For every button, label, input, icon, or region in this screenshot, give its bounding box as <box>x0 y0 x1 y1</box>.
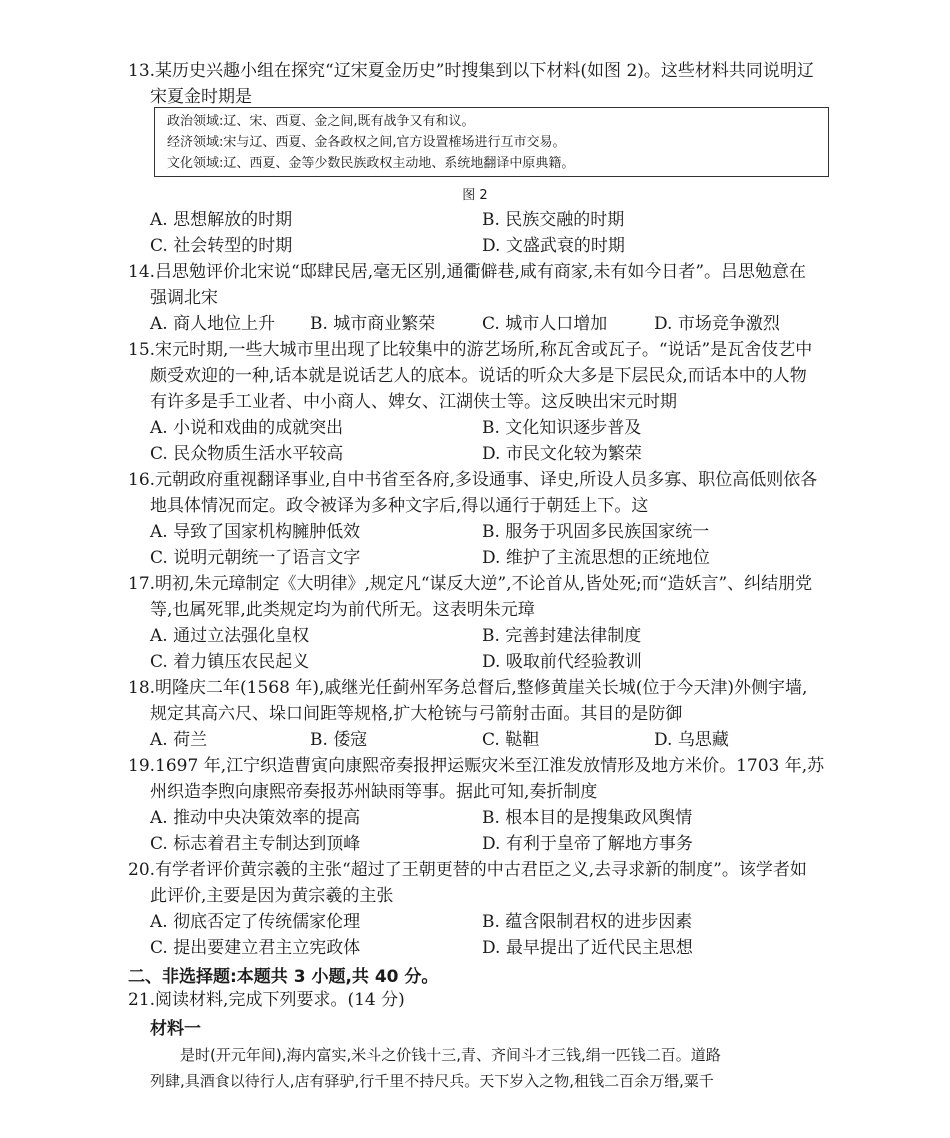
question-16-stem-line-1: 16.元朝政府重视翻译事业,自中书省至各府,多设通事、译史,所设人员多寡、职位高低则依各 <box>128 470 818 490</box>
question-15-stem-line-3: 有许多是手工业者、中小商人、婢女、江湖侠士等。这反映出宋元时期 <box>150 392 677 412</box>
question-17-stem <box>128 571 828 623</box>
material-text-line-1: 是时(开元年间),海内富实,米斗之价钱十三,青、齐间斗才三钱,绢一匹钱二百。道路 <box>150 1046 721 1064</box>
option-a: A. 思想解放的时期 <box>150 210 293 230</box>
question-19 <box>128 753 828 857</box>
option-a: A. 商人地位上升 <box>150 314 276 334</box>
option-b: B. 蕴含限制君权的进步因素 <box>482 912 693 932</box>
option-b: B. 服务于巩固多民族国家统一 <box>482 522 710 542</box>
option-a: A. 荷兰 <box>150 730 208 750</box>
option-d: D. 有利于皇帝了解地方事务 <box>482 834 693 854</box>
question-18-stem-line-1: 18.明隆庆二年(1568 年),戚继光任蓟州军务总督后,整修黄崖关长城(位于今天津)外侧宇墙, <box>128 678 808 698</box>
question-20-stem-line-1: 20.有学者评价黄宗羲的主张“超过了王朝更替的中古君臣之义,去寻求新的制度”。该学者如 <box>128 860 807 880</box>
question-15-stem-line-2: 颇受欢迎的一种,话本就是说话艺人的底本。说话的听众大多是下层民众,而话本中的人物 <box>150 366 807 386</box>
option-b: B. 文化知识逐步普及 <box>482 418 642 438</box>
option-a: A. 通过立法强化皇权 <box>150 626 310 646</box>
option-c: C. 着力镇压农民起义 <box>150 652 310 672</box>
question-13-stem-line-2: 宋夏金时期是 <box>150 87 252 107</box>
question-17-stem-line-2: 等,也属死罪,此类规定均为前代所无。这表明朱元璋 <box>150 600 535 620</box>
question-13 <box>128 58 828 110</box>
question-16 <box>128 467 828 571</box>
question-18-stem-line-2: 规定其高六尺、垛口间距等规格,扩大枪铳与弓箭射击面。其目的是防御 <box>150 704 683 724</box>
option-d: D. 最早提出了近代民主思想 <box>482 938 693 958</box>
option-d: D. 市场竞争激烈 <box>654 314 780 334</box>
question-18 <box>128 675 828 753</box>
material-title: 材料一 <box>150 1019 201 1039</box>
question-15-stem-line-1: 15.宋元时期,一些大城市里出现了比较集中的游艺场所,称瓦舍或瓦子。“说话”是瓦舍伎艺中 <box>128 340 813 360</box>
option-b: B. 完善封建法律制度 <box>482 626 642 646</box>
option-b: B. 倭寇 <box>310 730 368 750</box>
question-19-stem-line-1: 19.1697 年,江宁织造曹寅向康熙帝奏报押运赈灾米至江淮发放情形及地方米价。1703 年,苏 <box>128 756 825 776</box>
option-a: A. 导致了国家机构臃肿低效 <box>150 522 361 542</box>
question-21-stem: 21.阅读材料,完成下列要求。(14 分) <box>128 990 405 1010</box>
question-14-stem-line-2: 强调北宋 <box>150 288 218 308</box>
material-text <box>150 1042 830 1094</box>
option-c: C. 社会转型的时期 <box>150 236 293 256</box>
option-c: C. 城市人口增加 <box>482 314 608 334</box>
question-17 <box>128 571 828 675</box>
question-16-stem <box>128 467 828 519</box>
option-c: C. 标志着君主专制达到顶峰 <box>150 834 361 854</box>
question-15 <box>128 337 828 467</box>
option-d: D. 乌思藏 <box>654 730 729 750</box>
option-c: C. 鞑靼 <box>482 730 540 750</box>
option-d: D. 文盛武衰的时期 <box>482 236 625 256</box>
option-c: C. 提出要建立君主立宪政体 <box>150 938 361 958</box>
material-cultural: 文化领域:辽、西夏、金等少数民族政权主动地、系统地翻译中原典籍。 <box>167 156 575 171</box>
option-b: B. 城市商业繁荣 <box>310 314 436 334</box>
option-a: A. 彻底否定了传统儒家伦理 <box>150 912 361 932</box>
question-20 <box>128 857 828 961</box>
question-18-stem <box>128 675 828 727</box>
option-c: C. 民众物质生活水平较高 <box>150 444 344 464</box>
question-15-stem <box>128 337 828 415</box>
material-economic: 经济领域:宋与辽、西夏、金各政权之间,官方设置榷场进行互市交易。 <box>167 135 566 150</box>
question-13-stem <box>128 58 828 110</box>
option-b: B. 民族交融的时期 <box>482 210 625 230</box>
question-13-material-box <box>154 107 829 177</box>
option-d: D. 吸取前代经验教训 <box>482 652 642 672</box>
option-b: B. 根本目的是搜集政风舆情 <box>482 808 693 828</box>
question-20-stem-line-2: 此评价,主要是因为黄宗羲的主张 <box>150 886 394 906</box>
question-16-stem-line-2: 地具体情况而定。政令被译为多种文字后,得以通行于朝廷上下。这 <box>150 496 649 516</box>
option-a: A. 推动中央决策效率的提高 <box>150 808 361 828</box>
material-text-line-2: 列肆,具酒食以待行人,店有驿驴,行千里不持尺兵。天下岁入之物,租钱二百余万缗,粟千 <box>150 1072 714 1090</box>
question-17-stem-line-1: 17.明初,朱元璋制定《大明律》,规定凡“谋反大逆”,不论首从,皆处死;而“造妖言”、纠结朋党 <box>128 574 813 594</box>
question-13-stem-line-1: 13.某历史兴趣小组在探究“辽宋夏金历史”时搜集到以下材料(如图 2)。这些材料共同说明辽 <box>128 61 814 81</box>
question-14 <box>128 259 828 337</box>
question-14-stem-line-1: 14.吕思勉评价北宋说“邸肆民居,毫无区别,通衢僻巷,咸有商家,未有如今日者”。吕思勉意在 <box>128 262 807 282</box>
question-14-stem <box>128 259 828 311</box>
question-19-stem <box>128 753 828 805</box>
figure-caption: 图 2 <box>462 188 488 203</box>
question-20-stem <box>128 857 828 909</box>
question-19-stem-line-2: 州织造李煦向康熙帝奏报苏州缺雨等事。据此可知,奏折制度 <box>150 782 598 802</box>
option-d: D. 维护了主流思想的正统地位 <box>482 548 710 568</box>
section-heading: 二、非选择题:本题共 3 小题,共 40 分。 <box>128 967 439 987</box>
option-d: D. 市民文化较为繁荣 <box>482 444 642 464</box>
option-a: A. 小说和戏曲的成就突出 <box>150 418 344 438</box>
material-political: 政治领域:辽、宋、西夏、金之间,既有战争又有和议。 <box>167 114 475 129</box>
option-c: C. 说明元朝统一了语言文字 <box>150 548 361 568</box>
question-13-options <box>128 207 828 259</box>
